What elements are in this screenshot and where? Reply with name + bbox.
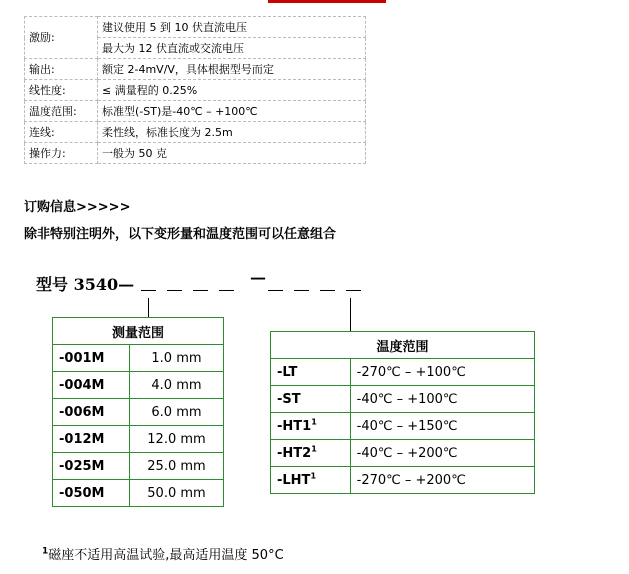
temp-code: [271, 386, 351, 413]
spec-value: 标准型(-ST)是-40℃ – +100℃: [98, 101, 366, 122]
model-slot: [167, 290, 182, 291]
temp-code-sup: 1: [311, 444, 317, 454]
temp-code-text: -HT1: [277, 418, 312, 434]
table-row: [271, 413, 535, 440]
range-connector: [148, 298, 149, 317]
table-row: [271, 467, 535, 494]
model-slot: [141, 290, 156, 291]
temp-value: -270℃ – +100℃: [350, 359, 534, 386]
range-value: 1.0 mm: [129, 345, 223, 372]
spec-row-output: [25, 59, 366, 80]
model-separator: —: [250, 268, 266, 287]
temp-value: -40℃ – +100℃: [350, 386, 534, 413]
measurement-range-table: [52, 317, 224, 507]
spec-label: 线性度:: [25, 80, 98, 101]
table-row: [271, 440, 535, 467]
footnote-text: 磁座不适用高温试验,最高适用温度 50°C: [48, 548, 284, 563]
spec-label: 温度范围:: [25, 101, 98, 122]
temp-connector: [350, 298, 351, 331]
range-code: -050M: [53, 480, 130, 507]
spec-table: [24, 16, 366, 164]
temp-code-text: -LT: [277, 364, 298, 380]
spec-value: 最大为 12 伏直流或交流电压: [98, 38, 366, 59]
range-code: -001M: [53, 345, 130, 372]
temp-value: -40℃ – +150℃: [350, 413, 534, 440]
spec-row-temperature: [25, 101, 366, 122]
model-slot: [346, 290, 361, 291]
table-row: [271, 359, 535, 386]
range-value: 6.0 mm: [129, 399, 223, 426]
spec-value: ≤ 满量程的 0.25%: [98, 80, 366, 101]
spec-label: 操作力:: [25, 143, 98, 164]
footnote: [42, 544, 284, 563]
temp-code-sup: 1: [311, 417, 317, 427]
temp-table-header: 温度范围: [271, 332, 535, 359]
spec-value: 柔性线，标准长度为 2.5m: [98, 122, 366, 143]
range-code: -004M: [53, 372, 130, 399]
temp-value: -270℃ – +200℃: [350, 467, 534, 494]
table-row: [53, 345, 224, 372]
range-table-header: 测量范围: [53, 318, 224, 345]
temp-code-sup: 1: [310, 471, 317, 481]
top-accent-bar: [268, 0, 386, 3]
model-slot: [193, 290, 208, 291]
temp-code: [271, 440, 351, 467]
model-label: 型号: [36, 275, 69, 294]
spec-label: 连线:: [25, 122, 98, 143]
model-slot: [294, 290, 309, 291]
temperature-range-table: [270, 331, 535, 494]
range-code: -025M: [53, 453, 130, 480]
range-code: -006M: [53, 399, 130, 426]
footnote-mark: 1: [42, 546, 49, 557]
temp-value: -40℃ – +200℃: [350, 440, 534, 467]
spec-value: 一般为 50 克: [98, 143, 366, 164]
table-row: [53, 426, 224, 453]
temp-code: [271, 359, 351, 386]
range-code: -012M: [53, 426, 130, 453]
temp-code-text: -HT2: [277, 445, 312, 461]
range-value: 4.0 mm: [129, 372, 223, 399]
spec-row-force: [25, 143, 366, 164]
temp-code: [271, 467, 351, 494]
temp-code-text: -ST: [277, 391, 301, 407]
range-value: 12.0 mm: [129, 426, 223, 453]
table-row: [53, 453, 224, 480]
ordering-heading: 订购信息>>>>>: [24, 200, 131, 215]
table-row: [271, 386, 535, 413]
model-slot: [268, 290, 283, 291]
model-code: [36, 272, 134, 295]
spec-row-linearity: [25, 80, 366, 101]
spec-value: 建议使用 5 到 10 伏直流电压: [98, 17, 366, 38]
temp-code-text: -LHT: [277, 472, 311, 488]
table-row: [53, 480, 224, 507]
temp-code: [271, 413, 351, 440]
model-slot: [320, 290, 335, 291]
range-value: 50.0 mm: [129, 480, 223, 507]
spec-row-wiring: [25, 122, 366, 143]
ordering-subheading: 除非特别注明外，以下变形量和温度范围可以任意组合: [24, 227, 337, 242]
table-row: [53, 399, 224, 426]
model-prefix: 3540—: [73, 275, 135, 294]
spec-value: 额定 2-4mV/V，具体根据型号而定: [98, 59, 366, 80]
model-slot: [219, 290, 234, 291]
spec-row-excitation: [25, 17, 366, 38]
range-value: 25.0 mm: [129, 453, 223, 480]
spec-label: 输出:: [25, 59, 98, 80]
spec-label: 激励:: [25, 17, 98, 59]
table-row: [53, 372, 224, 399]
